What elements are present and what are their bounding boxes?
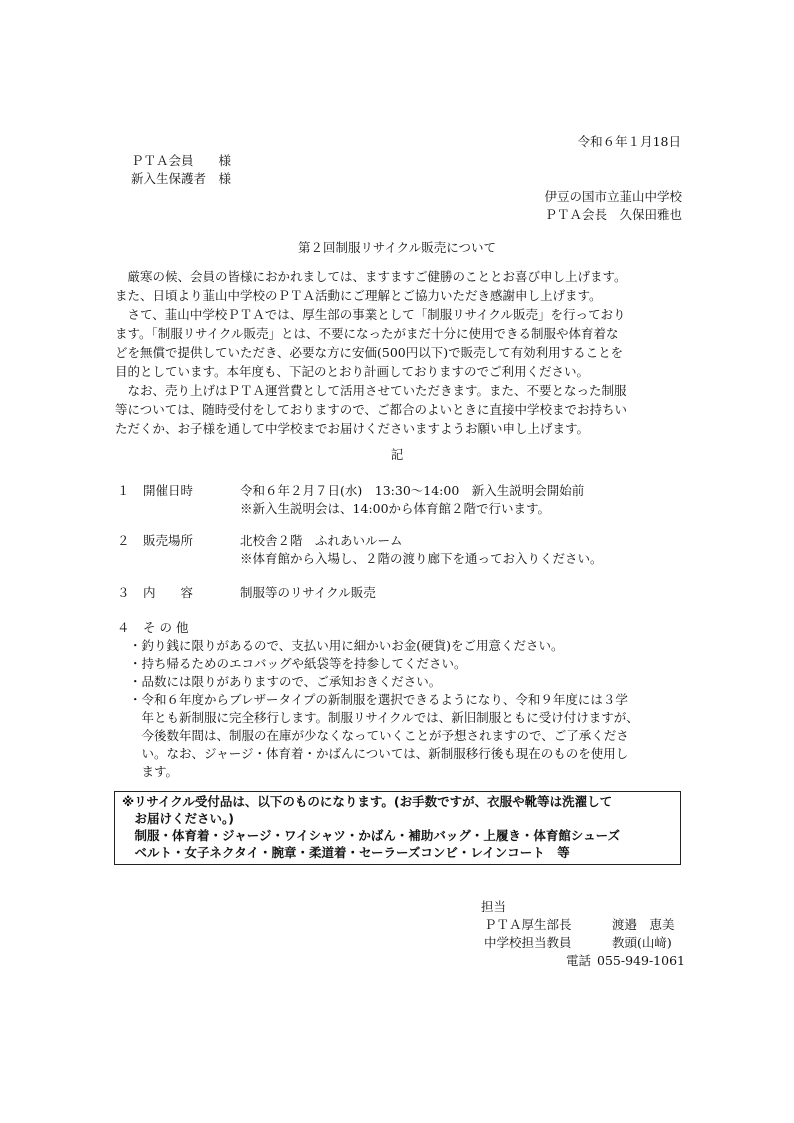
item-number: １ xyxy=(117,483,130,498)
item-value-content: 制服等のリサイクル販売 xyxy=(240,585,376,600)
item-number: ３ xyxy=(117,585,130,600)
item-label-content: 内 容 xyxy=(143,585,194,600)
notice-line: 制服・体育着・ジャージ・ワイシャツ・かばん・補助バッグ・上履き・体育館シューズ xyxy=(122,828,621,843)
document-title: 第２回制服リサイクル販売について xyxy=(297,240,496,255)
other-list-item: 今後数年間は、制服の在庫が少なくなっていくことが予想されますので、ご了承くださ xyxy=(129,728,629,743)
contact-role: ＰＴＡ厚生部長 xyxy=(484,917,572,932)
contact-heading: 担当 xyxy=(481,899,507,914)
body-line: 等については、随時受付をしておりますので、ご都合のよいときに直接中学校までお持ちい xyxy=(115,402,628,417)
body-line: ただくか、お子様を通して中学校までお届けくださいますようお願い申し上げます。 xyxy=(115,421,590,436)
other-list-item: ・釣り銭に限りがあるので、支払い用に細かいお金(硬貨)をご用意ください。 xyxy=(129,638,564,653)
contact-role: 中学校担当教員 xyxy=(484,935,572,950)
notice-line: ベルト・女子ネクタイ・腕章・柔道着・セーラーズコンビ・レインコート 等 xyxy=(122,845,570,860)
item-label-other: そ の 他 xyxy=(143,620,189,635)
item-note-location: ※体育館から入場し、２階の渡り廊下を通ってお入りください。 xyxy=(240,551,603,566)
notice-line: ※リサイクル受付品は、以下のものになります。(お手数ですが、衣服や靴等は洗濯して xyxy=(122,794,613,809)
other-list-item: ・令和６年度からブレザータイプの新制服を選択できるようになり、令和９年度には３学 xyxy=(129,692,628,707)
document-date: 令和６年１月18日 xyxy=(577,134,681,149)
item-value-date: 令和６年２月７日(水) 13:30～14:00 新入生説明会開始前 xyxy=(240,483,585,498)
item-note-date: ※新入生説明会は、14:00から体育館２階で行います。 xyxy=(240,501,551,516)
ki-heading: 記 xyxy=(390,447,404,462)
sender-organization: 伊豆の国市立韮山中学校 xyxy=(544,189,682,204)
body-line: ます。「制服リサイクル販売」とは、不要になったがまだ十分に使用できる制服や体育着な xyxy=(115,326,619,341)
other-list-item: い。なお、ジャージ・体育着・かばんについては、新制服移行後も現在のものを使用し xyxy=(129,746,629,761)
contact-phone-label: 電話 xyxy=(566,953,592,968)
other-list-item: ・持ち帰るためのエコバッグや紙袋等を持参してください。 xyxy=(129,656,467,671)
notice-line: お届けください。) xyxy=(122,811,234,826)
item-label-date: 開催日時 xyxy=(143,483,194,498)
item-number: ２ xyxy=(117,533,130,548)
body-line: 目的としています。本年度も、下記のとおり計画しておりますのでご利用ください。 xyxy=(115,364,590,379)
recipient-new-parents: 新入生保護者 様 xyxy=(131,171,232,186)
contact-name: 教頭(山﨑) xyxy=(612,935,672,950)
recipient-pta-members: ＰＴＡ会員 様 xyxy=(131,153,232,168)
sender-name: ＰＴＡ会長 久保田雅也 xyxy=(544,207,682,222)
other-list-item: 年とも新制服に完全移行します。制服リサイクルでは、新旧制服ともに受け付けますが、 xyxy=(129,710,639,725)
body-line: なお、売り上げはＰＴＡ運営費として活用させていただきます。また、不要となった制服 xyxy=(115,383,627,398)
contact-name: 渡邉 恵美 xyxy=(612,917,675,932)
body-line: どを無償で提供していただき、必要な方に安価(500円以下)で販売して有効利用することを xyxy=(115,345,624,360)
other-list-item: ます。 xyxy=(129,764,179,779)
body-line: 厳寒の候、会員の皆様におかれましては、ますますご健勝のこととお喜び申し上げます。 xyxy=(115,269,627,284)
recycle-items-notice-box xyxy=(114,791,681,865)
body-line: さて、韮山中学校ＰＴＡでは、厚生部の事業として「制服リサイクル販売」を行っており xyxy=(115,307,626,322)
body-line: また、日頃より韮山中学校のＰＴＡ活動にご理解とご協力いただき感謝申し上げます。 xyxy=(115,288,602,303)
contact-phone: 055-949-1061 xyxy=(597,953,685,968)
item-label-location: 販売場所 xyxy=(143,533,194,548)
item-value-location: 北校舎２階 ふれあいルーム xyxy=(240,533,403,548)
other-list-item: ・品数には限りがありますので、ご承知おきください。 xyxy=(129,674,442,689)
item-number: ４ xyxy=(117,620,130,635)
